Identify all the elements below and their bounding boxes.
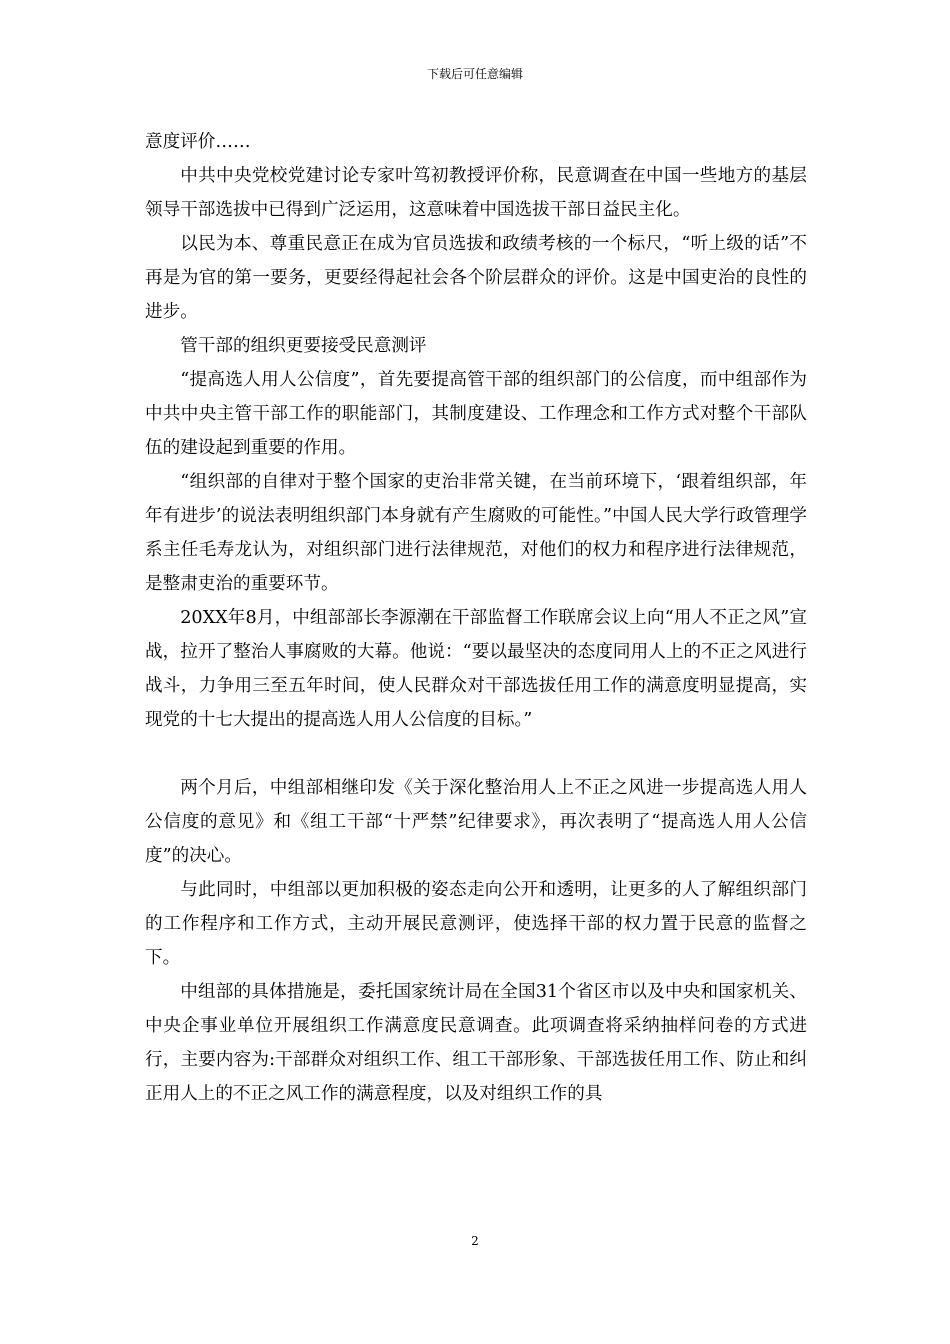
- page-number: 2: [471, 1234, 479, 1248]
- paragraph: 中组部的具体措施是，委托国家统计局在全国31个省区市以及中央和国家机关、中央企事业单位开展组织工作满意度民意调查。此项调查将采纳抽样问卷的方式进行，主要内容为:干部群众对组织工作、组工干部形象、干部选拔任用工作、防止和纠正用人上的不正之风工作的满意程度，以及对组织工作的具: [145, 982, 807, 1104]
- paragraph: 与此同时，中组部以更加积极的姿态走向公开和透明，让更多的人了解组织部门的工作程序和工作方式，主动开展民意测评，使选择干部的权力置于民意的监督之下。: [145, 880, 807, 968]
- page-header: 下载后可任意编辑: [426, 67, 523, 81]
- paragraph: 20XX年8月，中组部部长李源潮在干部监督工作联席会议上向“用人不正之风”宣战，拉开了整治人事腐败的大幕。他说：“要以最坚决的态度同用人上的不正之风进行战斗，力争用三至五年时间，使人民群众对干部选拔任用工作的满意度明显提高，实现党的十七大提出的提高选人用人公信度的目标。”: [145, 608, 807, 730]
- paragraph: “提高选人用人公信度”，首先要提高管干部的组织部门的公信度，而中组部作为中共中央主管干部工作的职能部门，其制度建设、工作理念和工作方式对整个干部队伍的建设起到重要的作用。: [145, 370, 807, 458]
- paragraph: “组织部的自律对于整个国家的吏治非常关键，在当前环境下，‘跟着组织部，年年有进步’的说法表明组织部门本身就有产生腐败的可能性。”中国人民大学行政管理学系主任毛寿龙认为，对组织部门进行法律规范，对他们的权力和程序进行法律规范，是整肃吏治的重要环节。: [145, 472, 807, 594]
- paragraph: 以民为本、尊重民意正在成为官员选拔和政绩考核的一个标尺，“听上级的话”不再是为官的第一要务，更要经得起社会各个阶层群众的评价。这是中国吏治的良性的进步。: [145, 234, 807, 322]
- paragraph-continuation: 意度评价……: [145, 132, 251, 152]
- paragraph: 两个月后，中组部相继印发《关于深化整治用人上不正之风进一步提高选人用人公信度的意见》和《组工干部“十严禁”纪律要求》，再次表明了“提高选人用人公信度”的决心。: [145, 778, 807, 866]
- paragraph: 中共中央党校党建讨论专家叶笃初教授评价称，民意调查在中国一些地方的基层领导干部选拔中已得到广泛运用，这意味着中国选拔干部日益民主化。: [145, 166, 807, 220]
- section-heading: 管干部的组织更要接受民意测评: [180, 336, 427, 356]
- document-body: [145, 125, 807, 1111]
